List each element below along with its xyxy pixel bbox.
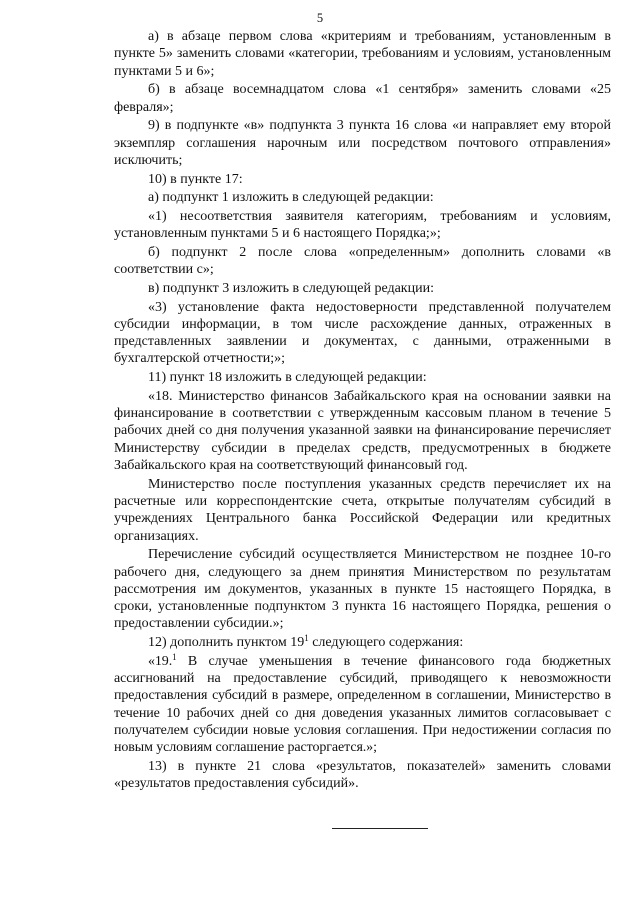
paragraph-19-1-after: В случае уменьшения в течение финансового года бюджетных ассигнований на предоставление субсидий, приводящего к невозможности предоставления субсидий в размере, определенном в соглашении, Министерство в течение 10 рабочих дней со дня доведения указанных лимитов согласовывает с получателем субсидии новые условия соглашения. При недостижении согласия по новым условиям соглашение расторгается.»; [114, 653, 611, 756]
paragraph-11: 11) пункт 18 изложить в следующей редакции: [148, 370, 427, 386]
paragraph-19-1 [114, 653, 611, 757]
paragraph-10-a: а) подпункт 1 изложить в следующей редакции: [148, 190, 434, 206]
paragraph-10-b: б) подпункт 2 после слова «определенным» дополнить словами «в соответствии с»; [114, 244, 611, 278]
paragraph-b-eighteenth-abzac: б) в абзаце восемнадцатом слова «1 сентября» заменить словами «25 февраля»; [114, 82, 611, 115]
paragraph-a-first-abzac: а) в абзаце первом слова «критериям и требованиям, установленным в пункте 5» заменить словами «категории, требованиям и условиям, установленным пунктами 5 и 6»; [114, 29, 611, 79]
paragraph-13: 13) в пункте 21 слова «результатов, показателей» заменить словами «результатов предоставления субсидий». [114, 759, 611, 792]
closing-rule [332, 828, 428, 829]
paragraph-18: «18. Министерство финансов Забайкальского края на основании заявки на финансирование в соответствии с утвержденным кассовым планом в течение 5 рабочих дней со дня получения указанной заявки на финансирование перечисляет Министерству субсидии в пределах средств, предусмотренных в бюджете Забайкальского края на соответствующий финансовый год. [114, 388, 611, 474]
paragraph-12-superscript: 1 [304, 633, 309, 644]
paragraph-18-transfer: Перечисление субсидий осуществляется Министерством не позднее 10-го рабочего дня, следующего за днем принятия Министерством по результатам рассмотрения им документов, указанных в пункте 15 настоящего Порядка, в сроки, установленные подпунктом 3 пункта 16 настоящего Порядка, решения о предоставлении субсидии.»; [114, 547, 611, 632]
paragraph-10-a-text: «1) несоответствия заявителя категориям, требованиям и условиям, установленным пунктами 5 и 6 настоящего Порядка;»; [114, 208, 611, 242]
paragraph-10: 10) в пункте 17: [148, 171, 243, 187]
document-body [114, 28, 611, 794]
paragraph-12-after: следующего содержания: [308, 635, 464, 651]
paragraph-18-ministry: Министерство после поступления указанных средств перечисляет их на расчетные или корреспондентские счета, открытые получателям субсидий в учреждениях Центрального банка Российской Федерации или кредитных организациях. [114, 476, 611, 544]
paragraph-10-c: в) подпункт 3 изложить в следующей редакции: [148, 280, 434, 296]
paragraph-12 [114, 634, 611, 651]
paragraph-19-1-before: «19. [148, 653, 173, 669]
paragraph-9: 9) в подпункте «в» подпункта 3 пункта 16 слова «и направляет ему второй экземпляр соглашения нарочным или посредством почтового отправления» исключить; [114, 118, 611, 168]
page-number: 5 [316, 11, 324, 25]
paragraph-12-before: 12) дополнить пунктом 19 [148, 635, 305, 651]
paragraph-10-c-text: «3) установление факта недостоверности представленной получателем субсидии информации, в том числе расхождение данных, отраженных в представленных заявлении и документах, с данными, отраженными в бухгалтерской отчетности;»; [114, 299, 611, 367]
paragraph-19-1-superscript: 1 [172, 651, 177, 662]
